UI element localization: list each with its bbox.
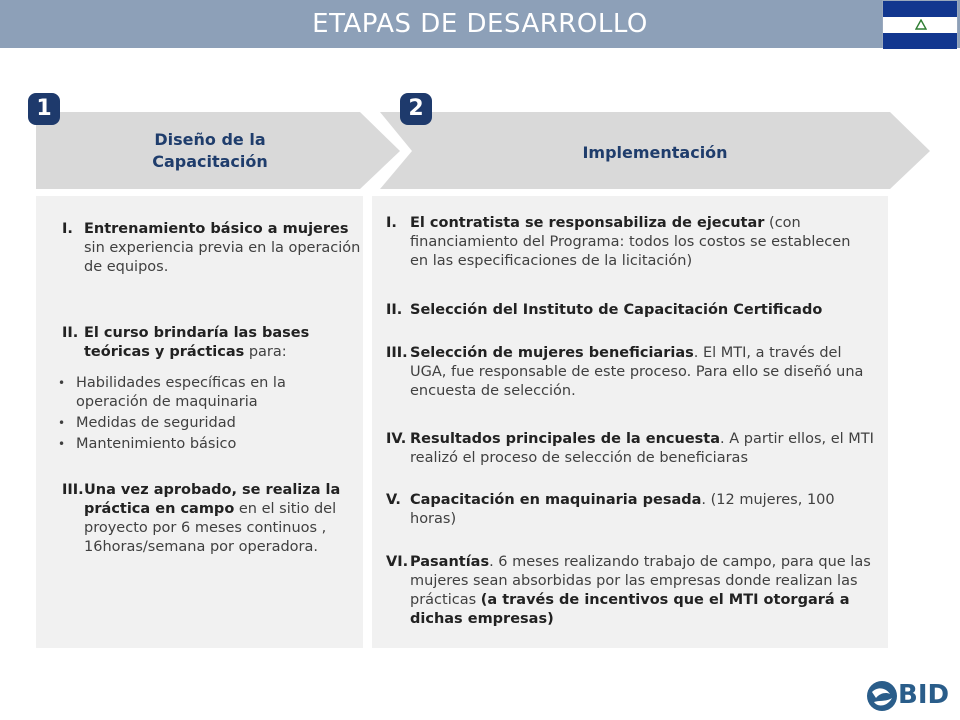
nicaragua-flag-icon	[882, 0, 958, 48]
list-item: • Habilidades específicas en la operación de maquinaria	[58, 374, 358, 412]
step-1-badge: 1	[28, 93, 60, 125]
page-title: ETAPAS DE DESARROLLO	[312, 9, 648, 39]
step-2-title: Implementación	[582, 143, 728, 162]
list-item: VI. Pasantías. 6 meses realizando trabajo de campo, para que las mujeres sean absorbidas por las empresas donde realizan las prácticas (a través de incentivos que el MTI otorgará a dichas empresas)	[386, 554, 871, 627]
list-item: I. El contratista se responsabiliza de ejecutar (con financiamiento del Programa: todos los costos se establecen en las especificaciones de la licitación)	[386, 215, 851, 269]
skills-list	[58, 374, 358, 456]
step-2-badge: 2	[400, 93, 432, 125]
list-item: II. El curso brindaría las bases teóricas y prácticas para:	[62, 325, 310, 360]
list-item: III. Una vez aprobado, se realiza la práctica en campo en el sitio del proyecto por 6 meses continuos , 16horas/semana por operadora.	[62, 482, 341, 555]
list-item: I. Entrenamiento básico a mujeres sin experiencia previa en la operación de equipos.	[62, 221, 361, 275]
list-item: III. Selección de mujeres beneficiarias. El MTI, a través del UGA, fue responsable de este proceso. Para ello se diseñó una encuesta de selección.	[386, 345, 864, 399]
list-item: • Medidas de seguridad	[58, 414, 358, 433]
list-item: IV. Resultados principales de la encuesta. A partir ellos, el MTI realizó el proceso de selección de beneficiaras	[386, 431, 874, 466]
list-item: II. Selección del Instituto de Capacitación Certificado	[386, 302, 823, 318]
bid-logo-text: BID	[898, 680, 950, 710]
list-item: V. Capacitación en maquinaria pesada. (12 mujeres, 100 horas)	[386, 492, 835, 527]
step-1-title: Diseño de la Capacitación	[152, 130, 268, 171]
list-item: • Mantenimiento básico	[58, 435, 358, 454]
